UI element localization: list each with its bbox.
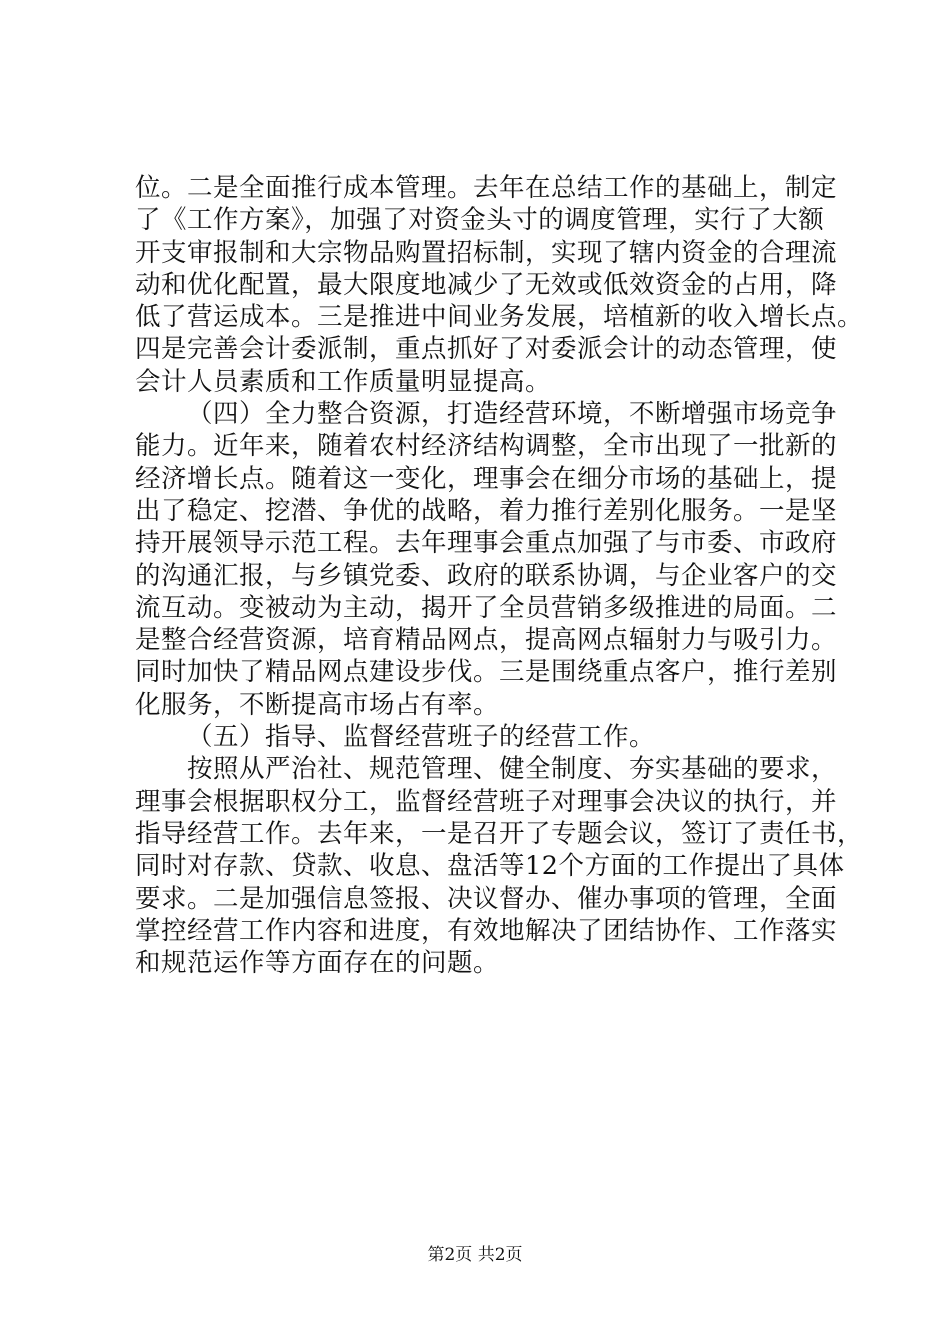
text-line: 按照从严治社、规范管理、健全制度、夯实基础的要求， xyxy=(187,754,838,785)
text-line: 理事会根据职权分工，监督经营班子对理事会决议的执行，并 xyxy=(135,786,838,817)
text-line: 指导经营工作。去年来，一是召开了专题会议，签订了责任书， xyxy=(135,818,864,849)
text-line: 开支审报制和大宗物品购置招标制，实现了辖内资金的合理流 xyxy=(135,237,838,268)
text-line: 同时加快了精品网点建设步伐。三是围绕重点客户，推行差别 xyxy=(135,657,838,688)
document-body xyxy=(135,172,864,979)
text-line: 低了营运成本。三是推进中间业务发展，培植新的收入增长点。 xyxy=(135,302,864,333)
text-line: 能力。近年来，随着农村经济结构调整，全市出现了一批新的 xyxy=(135,431,838,462)
text-line: 流互动。变被动为主动，揭开了全员营销多级推进的局面。二 xyxy=(135,592,838,623)
text-line: 四是完善会计委派制，重点抓好了对委派会计的动态管理，使 xyxy=(135,334,838,365)
text-line: 会计人员素质和工作质量明显提高。 xyxy=(135,366,552,397)
text-line: 化服务，不断提高市场占有率。 xyxy=(135,689,500,720)
text-line: 持开展领导示范工程。去年理事会重点加强了与市委、市政府 xyxy=(135,528,838,559)
text-line: （四）全力整合资源，打造经营环境，不断增强市场竞争 xyxy=(187,399,838,430)
text-line: 出了稳定、挖潜、争优的战略，着力推行差别化服务。一是坚 xyxy=(135,495,838,526)
text-line: 是整合经营资源，培育精品网点，提高网点辐射力与吸引力。 xyxy=(135,625,838,656)
page-footer: 第2页 共2页 xyxy=(427,1245,523,1265)
text-line: 和规范运作等方面存在的问题。 xyxy=(135,948,500,979)
text-line: 掌控经营工作内容和进度，有效地解决了团结协作、工作落实 xyxy=(135,915,838,946)
text-line: 的沟通汇报，与乡镇党委、政府的联系协调，与企业客户的交 xyxy=(135,560,838,591)
text-line: （五）指导、监督经营班子的经营工作。 xyxy=(187,722,656,753)
text-line: 位。二是全面推行成本管理。去年在总结工作的基础上，制定 xyxy=(135,173,838,203)
text-line: 了《工作方案》，加强了对资金头寸的调度管理，实行了大额 xyxy=(135,205,825,236)
text-line: 同时对存款、贷款、收息、盘活等12个方面的工作提出了具体 xyxy=(135,851,845,882)
text-line: 经济增长点。随着这一变化，理事会在细分市场的基础上，提 xyxy=(135,463,838,494)
text-line: 动和优化配置，最大限度地减少了无效或低效资金的占用，降 xyxy=(135,269,838,300)
text-line: 要求。二是加强信息签报、决议督办、催办事项的管理，全面 xyxy=(135,883,838,914)
